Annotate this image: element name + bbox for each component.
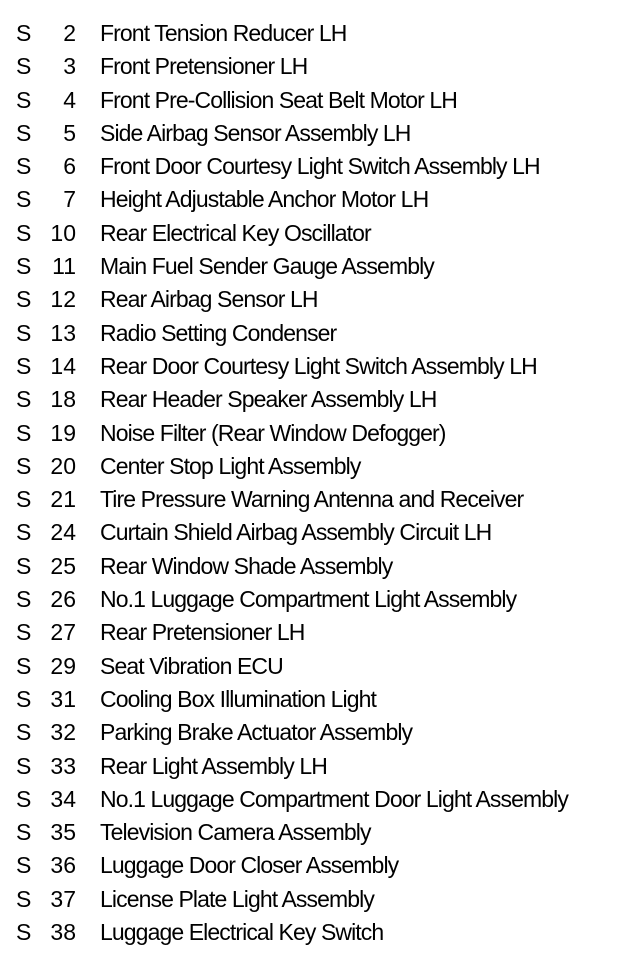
- component-name: Television Camera Assembly: [100, 819, 371, 846]
- component-name: Parking Brake Actuator Assembly: [100, 719, 413, 746]
- component-name: Center Stop Light Assembly: [100, 452, 361, 479]
- connector-number: 32: [50, 719, 76, 746]
- connector-number: 33: [50, 752, 76, 779]
- list-item: [0, 317, 640, 350]
- connector-number: 25: [50, 552, 76, 579]
- connector-number: 34: [50, 785, 76, 812]
- component-name: License Plate Light Assembly: [100, 885, 374, 912]
- connector-number: 19: [50, 419, 76, 446]
- component-name: No.1 Luggage Compartment Door Light Assembly: [100, 785, 568, 812]
- component-name: Side Airbag Sensor Assembly LH: [100, 119, 411, 146]
- list-item: [0, 683, 640, 716]
- component-name: Rear Electrical Key Oscillator: [100, 219, 371, 246]
- list-item: [0, 916, 640, 949]
- list-item: [0, 250, 640, 283]
- list-item: [0, 417, 640, 450]
- connector-number: 24: [50, 519, 76, 546]
- connector-code: S: [16, 919, 32, 946]
- connector-code: S: [16, 752, 32, 779]
- list-item: [0, 583, 640, 616]
- list-item: [0, 816, 640, 849]
- connector-number: 20: [50, 452, 76, 479]
- list-item: [0, 50, 640, 83]
- list-item: [0, 117, 640, 150]
- list-item: [0, 350, 640, 383]
- connector-list: [0, 17, 640, 949]
- list-item: [0, 150, 640, 183]
- list-item: [0, 516, 640, 549]
- connector-number: 31: [50, 685, 76, 712]
- connector-code: S: [16, 352, 32, 379]
- list-item: [0, 616, 640, 649]
- list-item: [0, 283, 640, 316]
- connector-code: S: [16, 286, 32, 313]
- connector-number: 2: [63, 20, 76, 46]
- component-name: Rear Door Courtesy Light Switch Assembly LH: [100, 352, 537, 379]
- component-name: Radio Setting Condenser: [100, 319, 337, 346]
- connector-number: 10: [50, 219, 76, 246]
- list-item: [0, 483, 640, 516]
- connector-code: S: [16, 785, 32, 812]
- connector-code: S: [16, 852, 32, 879]
- list-item: [0, 849, 640, 882]
- component-name: Front Pre-Collision Seat Belt Motor LH: [100, 86, 457, 113]
- connector-number: 14: [50, 352, 76, 379]
- component-name: No.1 Luggage Compartment Light Assembly: [100, 586, 517, 613]
- list-item: [0, 883, 640, 916]
- component-name: Curtain Shield Airbag Assembly Circuit LH: [100, 519, 492, 546]
- connector-code: S: [16, 219, 32, 246]
- connector-code: S: [16, 186, 32, 213]
- connector-number: 21: [50, 486, 76, 513]
- component-name: Noise Filter (Rear Window Defogger): [100, 419, 446, 446]
- connector-code: S: [16, 719, 32, 746]
- component-name: Rear Header Speaker Assembly LH: [100, 386, 437, 413]
- connector-code: S: [16, 319, 32, 346]
- component-name: Luggage Electrical Key Switch: [100, 919, 384, 946]
- component-name: Rear Pretensioner LH: [100, 619, 305, 646]
- component-name: Rear Window Shade Assembly: [100, 552, 393, 579]
- component-name: Tire Pressure Warning Antenna and Receiver: [100, 486, 524, 513]
- list-item: [0, 750, 640, 783]
- connector-code: S: [16, 419, 32, 446]
- connector-number: 29: [50, 652, 76, 679]
- list-item: [0, 217, 640, 250]
- connector-number: 13: [50, 319, 76, 346]
- component-name: Height Adjustable Anchor Motor LH: [100, 186, 429, 213]
- connector-number: 27: [50, 619, 76, 646]
- connector-number: 35: [50, 819, 76, 846]
- connector-number: 5: [63, 119, 76, 146]
- connector-code: S: [16, 519, 32, 546]
- list-item: [0, 183, 640, 216]
- connector-number: 37: [50, 885, 76, 912]
- connector-number: 26: [50, 586, 76, 613]
- list-item: [0, 383, 640, 416]
- connector-code: S: [16, 586, 32, 613]
- connector-code: S: [16, 119, 32, 146]
- connector-number: 3: [63, 53, 76, 80]
- connector-code: S: [16, 652, 32, 679]
- connector-code: S: [16, 20, 32, 46]
- list-item: [0, 716, 640, 749]
- list-item: [0, 650, 640, 683]
- component-name: Cooling Box Illumination Light: [100, 685, 377, 712]
- connector-code: S: [16, 619, 32, 646]
- connector-number: 11: [52, 253, 76, 280]
- list-item: [0, 783, 640, 816]
- connector-number: 7: [63, 186, 76, 213]
- connector-number: 4: [63, 86, 76, 113]
- connector-code: S: [16, 53, 32, 80]
- connector-code: S: [16, 552, 32, 579]
- connector-code: S: [16, 386, 32, 413]
- component-name: Luggage Door Closer Assembly: [100, 852, 399, 879]
- list-item: [0, 17, 640, 50]
- connector-number: 38: [50, 919, 76, 946]
- connector-number: 12: [50, 286, 76, 313]
- connector-code: S: [16, 253, 32, 280]
- connector-code: S: [16, 685, 32, 712]
- connector-number: 6: [63, 153, 76, 180]
- component-name: Main Fuel Sender Gauge Assembly: [100, 253, 434, 280]
- component-name: Rear Light Assembly LH: [100, 752, 327, 779]
- component-name: Rear Airbag Sensor LH: [100, 286, 318, 313]
- connector-code: S: [16, 486, 32, 513]
- connector-number: 18: [50, 386, 76, 413]
- connector-code: S: [16, 86, 32, 113]
- component-name: Seat Vibration ECU: [100, 652, 283, 679]
- component-name: Front Pretensioner LH: [100, 53, 308, 80]
- component-name: Front Tension Reducer LH: [100, 20, 347, 46]
- connector-code: S: [16, 885, 32, 912]
- component-name: Front Door Courtesy Light Switch Assembly LH: [100, 153, 540, 180]
- connector-code: S: [16, 153, 32, 180]
- list-item: [0, 450, 640, 483]
- connector-code: S: [16, 819, 32, 846]
- list-item: [0, 84, 640, 117]
- connector-number: 36: [50, 852, 76, 879]
- connector-code: S: [16, 452, 32, 479]
- list-item: [0, 550, 640, 583]
